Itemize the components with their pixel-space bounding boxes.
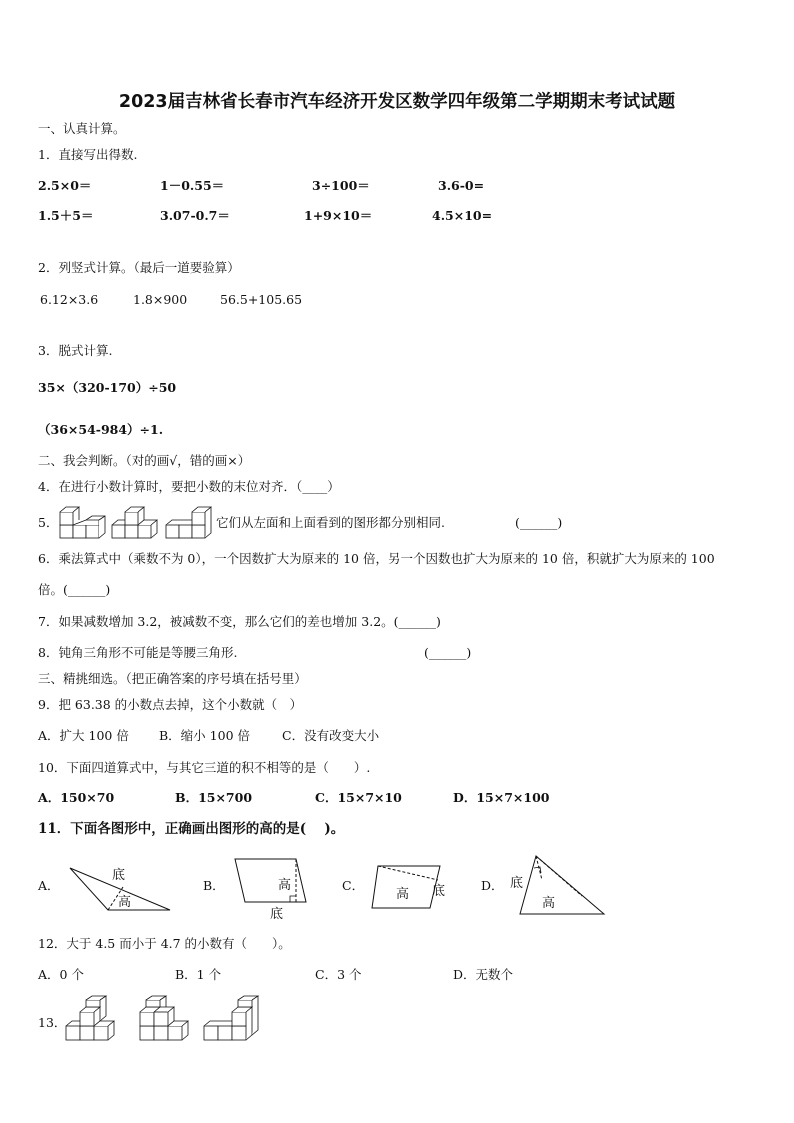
q8-answer-blank[interactable]: (______) — [424, 645, 472, 660]
q11-figure-d — [506, 852, 610, 918]
q1-stem: 1．直接写出得数. — [38, 147, 138, 162]
q9-option-a[interactable]: A．扩大 100 倍 — [38, 728, 129, 743]
height-label: 高 — [278, 878, 292, 893]
q9-option-b[interactable]: B．缩小 100 倍 — [159, 728, 250, 743]
q10-option-b[interactable]: B．15×700 — [175, 790, 253, 805]
q10-option-c[interactable]: C．15×7×10 — [315, 790, 402, 805]
q1-item: 2.5×0＝ — [38, 178, 92, 193]
q4-text: 4．在进行小数计算时，要把小数的末位对齐．（____） — [38, 479, 340, 494]
q2-item: 56.5+105.65 — [220, 292, 303, 307]
q2-item: 1.8×900 — [133, 292, 188, 307]
q10-stem: 10．下面四道算式中，与其它三道的积不相等的是（ ）. — [38, 760, 371, 775]
q13-number: 13． — [38, 1015, 67, 1030]
base-label: 底 — [270, 907, 284, 922]
q6-line-2: 倍。(______) — [38, 582, 111, 597]
q5-number: 5． — [38, 515, 59, 530]
q11-figure-b — [232, 856, 314, 926]
q3-stem: 3．脱式计算. — [38, 343, 113, 358]
q1-item: 1+9×10＝ — [304, 208, 373, 223]
q10-option-a[interactable]: A．150×70 — [38, 790, 115, 805]
q5-cube-figures — [56, 504, 216, 542]
q12-stem: 12．大于 4.5 而小于 4.7 的小数有（ ）。 — [38, 936, 291, 951]
section-1-heading: 一、认真计算。 — [38, 121, 126, 136]
q12-option-b[interactable]: B．1 个 — [175, 967, 222, 982]
q11-figure-c — [368, 860, 458, 914]
section-3-heading: 三、精挑细选。（把正确答案的序号填在括号里） — [38, 671, 307, 686]
q1-item: 3.07-0.7＝ — [160, 208, 230, 223]
q11-figure-a — [66, 860, 174, 914]
q9-option-c[interactable]: C．没有改变大小 — [282, 728, 380, 743]
q1-item: 3.6-0= — [438, 178, 485, 193]
q11-option-b-label[interactable]: B． — [203, 878, 225, 893]
q11-option-a-label[interactable]: A． — [38, 878, 60, 893]
q13-cube-figures — [62, 996, 272, 1048]
q1-item: 1－0.55＝ — [160, 178, 225, 193]
height-label: 高 — [396, 887, 410, 902]
q1-item: 3÷100＝ — [312, 178, 370, 193]
page-title: 2023届吉林省长春市汽车经济开发区数学四年级第二学期期末考试试题 — [118, 92, 676, 112]
q8-text: 8．钝角三角形不可能是等腰三角形. — [38, 645, 238, 660]
q2-item: 6.12×3.6 — [40, 292, 99, 307]
q2-stem: 2．列竖式计算。（最后一道要验算） — [38, 260, 240, 275]
q9-stem: 9．把 63.38 的小数点去掉，这个小数就（ ） — [38, 697, 303, 712]
q11-option-c-label[interactable]: C． — [342, 878, 365, 893]
q1-item: 4.5×10= — [432, 208, 493, 223]
section-2-heading: 二、我会判断。（对的画√，错的画×） — [38, 453, 251, 468]
height-label: 高 — [118, 895, 132, 910]
base-label: 底 — [112, 868, 126, 883]
q11-option-d-label[interactable]: D． — [481, 878, 504, 893]
q12-option-d[interactable]: D．无数个 — [453, 967, 514, 982]
q11-stem: 11．下面各图形中，正确画出图形的高的是( )。 — [38, 821, 345, 837]
q3-expression: （36×54-984）÷1. — [38, 422, 164, 437]
q6-line-1: 6．乘法算式中（乘数不为 0），一个因数扩大为原来的 10 倍，另一个因数也扩大为原来的 10 倍，积就扩大为原来的 100 — [38, 551, 715, 566]
q10-option-d[interactable]: D．15×7×100 — [453, 790, 550, 805]
q3-expression: 35×（320-170）÷50 — [38, 380, 177, 395]
base-label: 底 — [432, 884, 446, 899]
q5-text: 它们从左面和上面看到的图形都分别相同. — [216, 515, 445, 530]
base-label: 底 — [510, 876, 524, 891]
q5-answer-blank[interactable]: (______) — [515, 515, 563, 530]
q12-option-c[interactable]: C．3 个 — [315, 967, 362, 982]
q12-option-a[interactable]: A．0 个 — [38, 967, 84, 982]
q7-text: 7．如果减数增加 3.2，被减数不变，那么它们的差也增加 3.2。(______) — [38, 614, 441, 629]
height-label: 高 — [542, 896, 556, 911]
q1-item: 1.5＋5＝ — [38, 208, 94, 223]
